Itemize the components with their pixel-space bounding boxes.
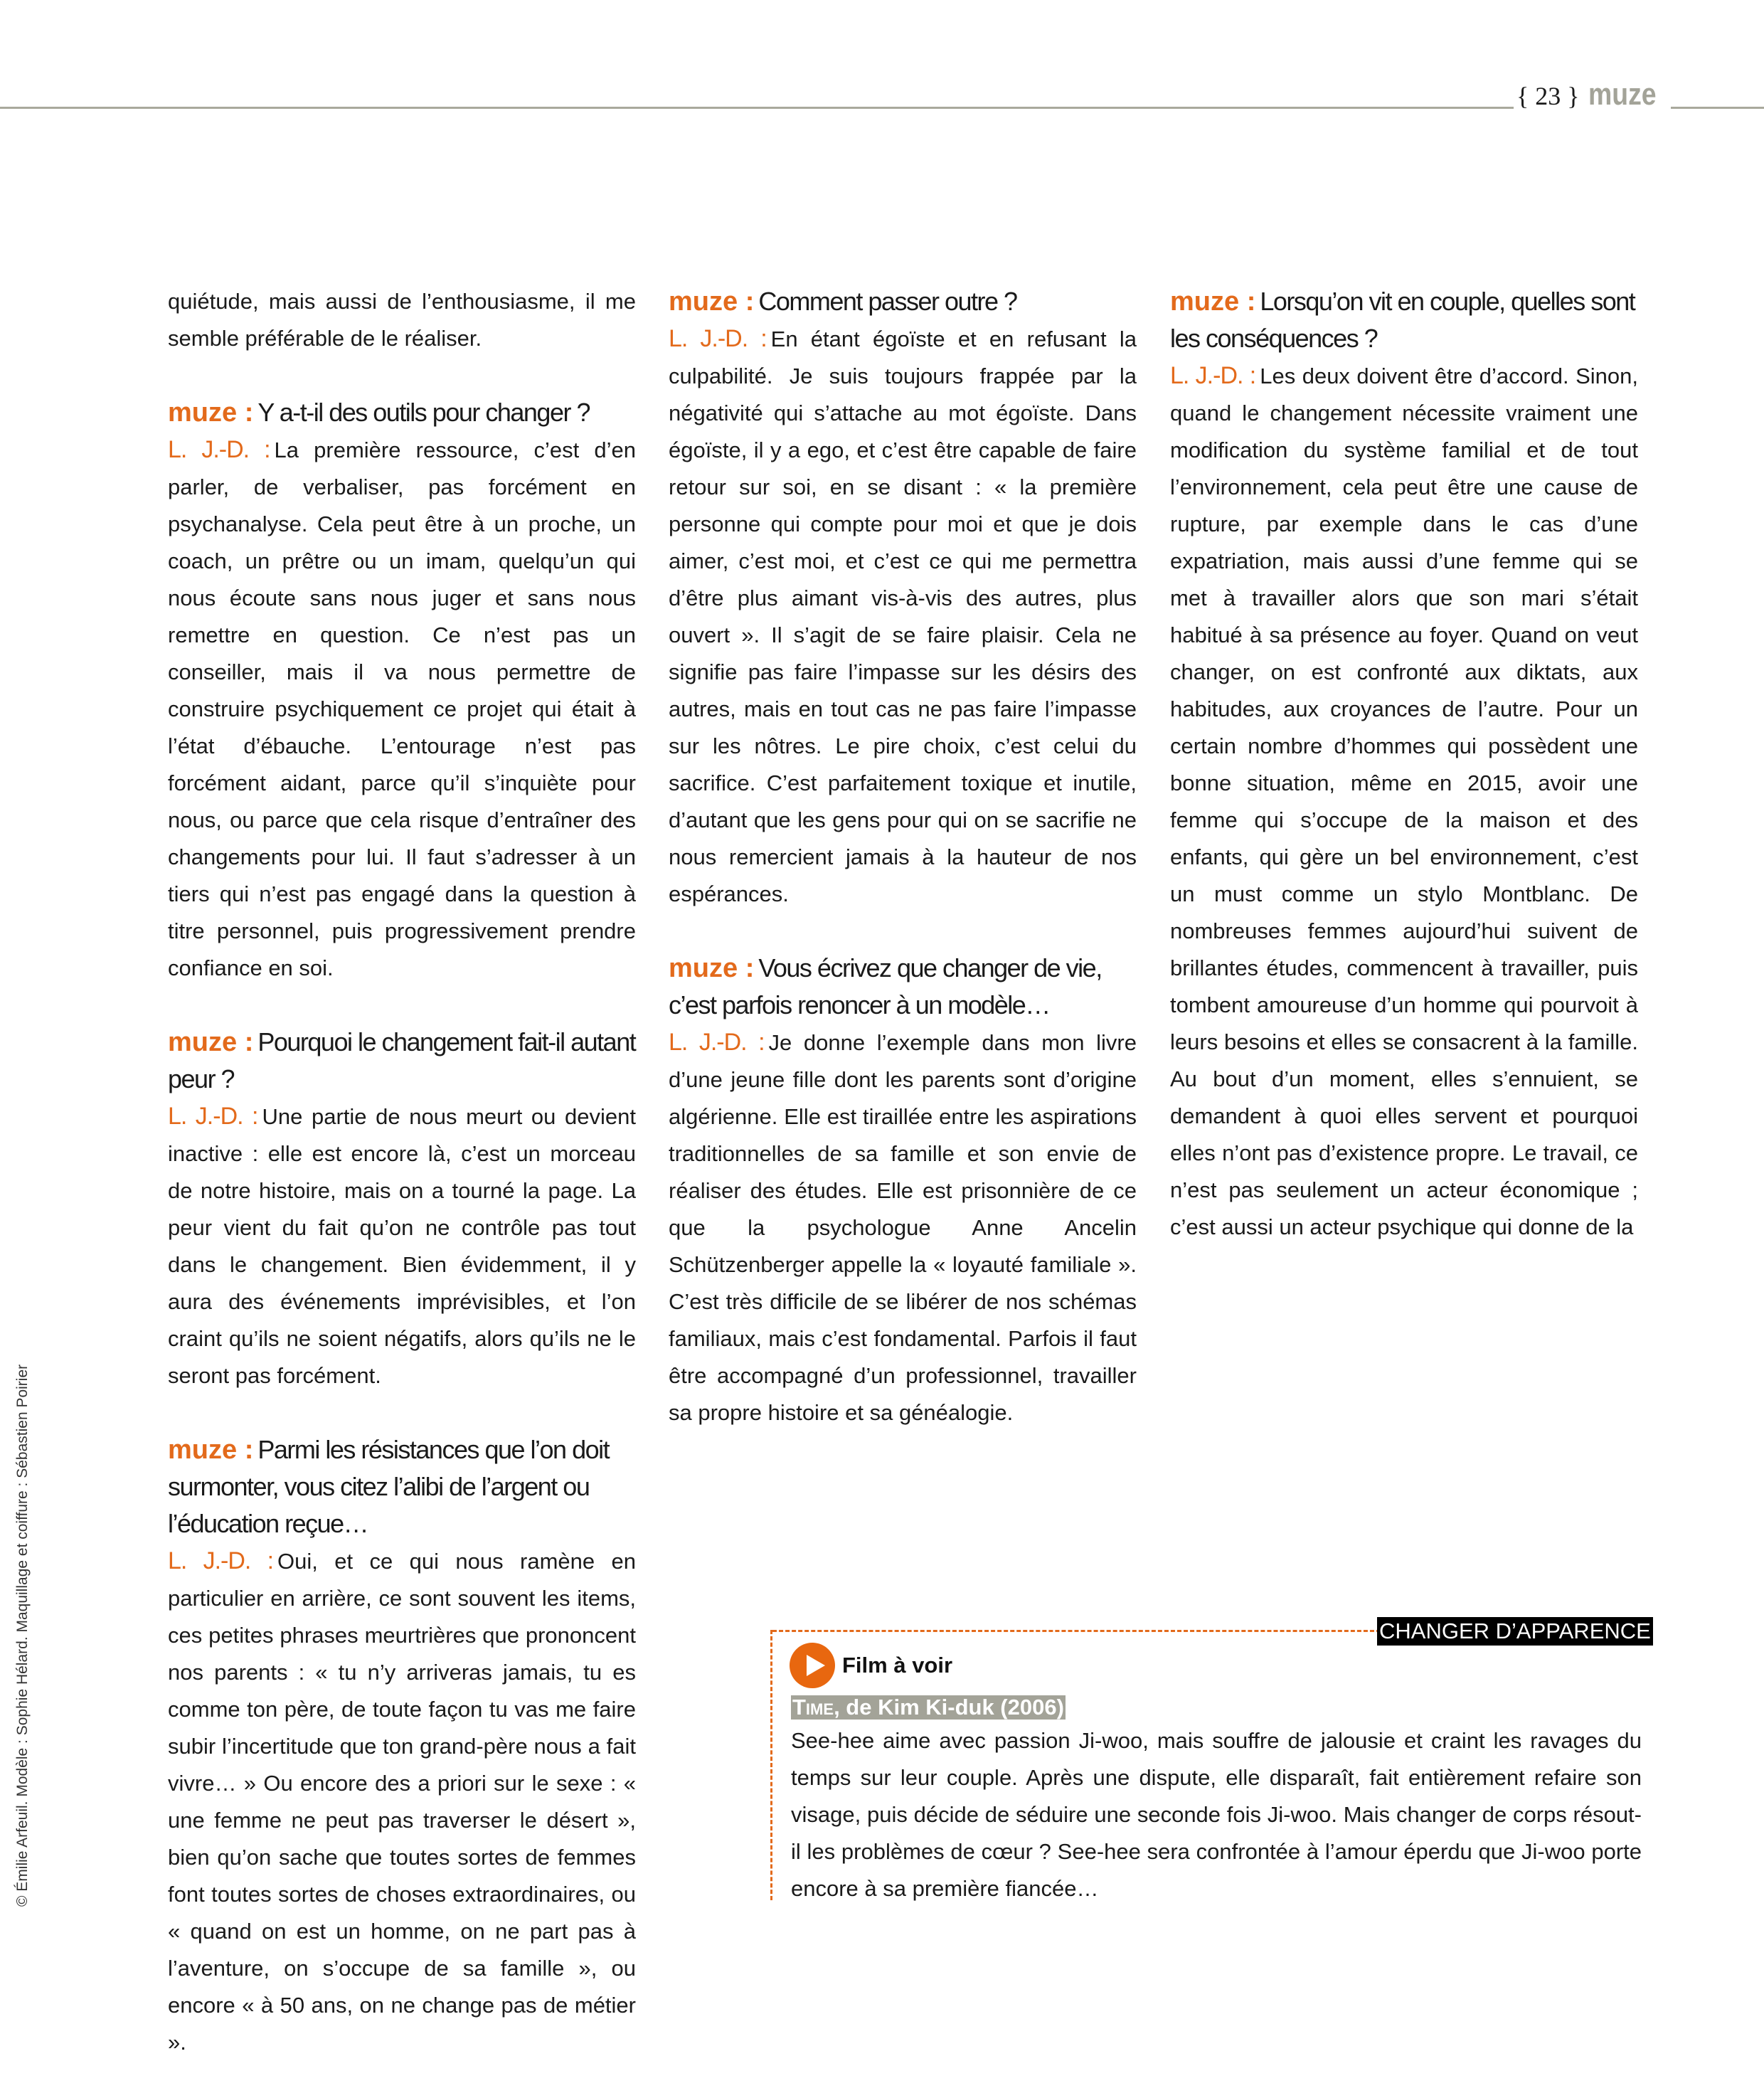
film-description: See-hee aime avec passion Ji-woo, mais souffre de jalousie et craint les ravages du temps sur leur couple. Après une dispute, elle disparaît, fait entièrement refaire son visage, puis décide de séduire une seconde fois Ji-woo. Mais changer de corps résout-il les problèmes de cœur ? See-hee sera confrontée à l’amour éperdu que Ji-woo porte encore à sa première fiancée… [791, 1728, 1642, 1901]
question [168, 394, 636, 431]
qa-block [669, 950, 1137, 1431]
question-text: Parmi les résistances que l’on doit surmonter, vous citez l’alibi de l’argent ou l’éducation reçue… [168, 1435, 610, 1538]
page-number: { 23 } [1516, 82, 1580, 110]
photo-credit: © Émilie Arfeuil. Modèle : Sophie Hélard. Maquillage et coiffure : Sébastien Poirier [14, 1364, 31, 1907]
question-text: Pourquoi le changement fait-il autant peur ? [168, 1027, 636, 1093]
question [669, 950, 1137, 1024]
answer [669, 1024, 1137, 1431]
intro-paragraph: quiétude, mais aussi de l’enthousiasme, il me semble préférable de le réaliser. [168, 289, 636, 351]
speaker-label: L. J.-D. : [168, 1547, 274, 1574]
film-name: Time [792, 1695, 834, 1720]
answer-text: Une partie de nous meurt ou devient inactive : elle est encore là, c’est un morceau de notre histoire, mais on a tourné la page. La peur vient du fait qu’on ne contrôle pas tout dans le changement. Bien évidemment, il y aura des événements imprévisibles, et l’on craint qu’ils ne soient négatifs, alors qu’ils ne le seront pas forcément. [168, 1104, 636, 1388]
speaker-label: L. J.-D. : [669, 325, 767, 352]
answer [669, 320, 1137, 913]
speaker-label: L. J.-D. : [168, 436, 270, 463]
column-3 [1170, 283, 1638, 1283]
interviewer-label: muze : [168, 398, 254, 428]
column-1 [168, 283, 636, 2098]
question [1170, 283, 1638, 357]
speaker-label: L. J.-D. : [1170, 362, 1256, 389]
film-credit: , de Kim Ki-duk (2006) [834, 1695, 1064, 1720]
film-sidebar [770, 1618, 1651, 1901]
qa-block [168, 394, 636, 987]
film-title [791, 1695, 1066, 1720]
interviewer-label: muze : [669, 953, 755, 983]
speaker-label: L. J.-D. : [669, 1029, 765, 1056]
speaker-label: L. J.-D. : [168, 1103, 258, 1130]
answer [1170, 357, 1638, 1246]
film-label: Film à voir [842, 1653, 953, 1678]
answer-text: En étant égoïste et en refusant la culpabilité. Je suis toujours frappée par la négativité qui s’attache au mot égoïste. Dans égoïste, il y a ego, et c’est être capable de faire retour sur soi, en se disant : « la première personne qui compte pour moi et que je dois aimer, c’est moi, et c’est ce qui me permettra d’être plus aimant vis-à-vis des autres, plus ouvert ». Il s’agit de se faire plaisir. Cela ne signifie pas faire l’impasse sur les désirs des autres, mais en tout cas ne pas faire l’impasse sur les nôtres. Le pire choix, c’est celui du sacrifice. C’est parfaitement toxique et inutile, d’autant que les gens pour qui on se sacrifie ne nous remercient jamais à la hauteur de nos espérances. [669, 327, 1137, 906]
qa-block [1170, 283, 1638, 1246]
question-text: Comment passer outre ? [758, 287, 1017, 316]
section-tag: CHANGER D’APPARENCE [1377, 1617, 1653, 1646]
qa-block [168, 1024, 636, 1394]
answer-text: La première ressource, c’est d’en parler, de verbaliser, pas forcément en psychanalyse. Cela peut être à un proche, un coach, un prêtre ou un imam, quelqu’un qui nous écoute sans nous juger et sans nous remettre en question. Ce n’est pas un conseiller, mais il va nous permettre de construire psychiquement ce projet qui était à l’état d’ébauche. L’entourage n’est pas forcément aidant, parce qu’il s’inquiète pour nous, ou parce que cela risque d’entraîner des changements pour lui. Il faut s’adresser à un tiers qui n’est pas engagé dans la question à titre personnel, puis progressivement prendre confiance en soi. [168, 438, 636, 980]
page-folio [1514, 77, 1671, 112]
question-text: Vous écrivez que changer de vie, c’est parfois renoncer à un modèle… [669, 953, 1102, 1019]
question-text: Lorsqu’on vit en couple, quelles sont les conséquences ? [1170, 287, 1635, 353]
column-2 [669, 283, 1137, 1468]
header-rule [0, 107, 1764, 109]
interviewer-label: muze : [168, 1435, 254, 1465]
question [168, 1431, 636, 1542]
interviewer-label: muze : [669, 287, 755, 317]
qa-block [168, 1431, 636, 2061]
answer [168, 1542, 636, 2061]
question-text: Y a-t-il des outils pour changer ? [257, 398, 590, 427]
question [669, 283, 1137, 320]
qa-block [669, 283, 1137, 913]
answer-text: Oui, et ce qui nous ramène en particulier en arrière, ce sont souvent les items, ces petites phrases meurtrières que prononcent nos parents : « tu n’y arriveras jamais, tu es comme ton père, de toute façon tu vas me faire subir l’incertitude que ton grand-père nous a fait vivre… » Ou encore des a priori sur le sexe : « une femme ne peut pas traverser le désert », bien qu’on sache que toutes sortes de femmes font toutes sortes de choses extraordinaires, ou « quand on est un homme, on ne part pas à l’aventure, on s’occupe de sa famille », ou encore « à 50 ans, on ne change pas de métier ». [168, 1549, 637, 2055]
dashed-rule [772, 1630, 1381, 1632]
film-heading [790, 1643, 952, 1688]
interviewer-label: muze : [168, 1027, 254, 1057]
answer-text: Les deux doivent être d’accord. Sinon, quand le changement nécessite vraiment une modification du système familial et de tout l’environnement, cela peut être une cause de rupture, par exemple dans le cas d’une expatriation, mais aussi d’une femme qui se met à travailler alors que son mari s’était habitué à sa présence au foyer. Quand on veut changer, on est confronté aux diktats, aux habitudes, aux croyances de l’autre. Pour un certain nombre d’hommes qui possèdent une bonne situation, même en 2015, avoir une femme qui s’occupe de la maison et des enfants, qui gère un bel environnement, c’est un must comme un stylo Montblanc. De nombreuses femmes aujourd’hui suivent de brillantes études, commencent à travailler, puis tombent amoureuse d’un homme qui pourvoit à leurs besoins et elles se consacrent à la famille. Au bout d’un moment, elles s’ennuient, se demandent à quoi elles servent et pourquoi elles n’ont pas d’existence propre. Le travail, ce n’est pas seulement un acteur économique ; c’est aussi un acteur psychique qui donne de la [1170, 364, 1638, 1239]
answer-text: Je donne l’exemple dans mon livre d’une jeune fille dont les parents sont d’origine algérienne. Elle est tiraillée entre les aspirations traditionnelles de sa famille et son envie de réaliser des études. Elle est prisonnière de ce que la psychologue Anne Ancelin Schützenberger appelle la « loyauté familiale ». C’est très difficile de se libérer de nos schémas familiaux, mais c’est fondamental. Parfois il faut être accompagné d’un professionnel, travailler sa propre histoire et sa généalogie. [669, 1030, 1137, 1425]
brand-logo: muze [1588, 77, 1657, 112]
play-icon [790, 1643, 835, 1688]
answer [168, 1098, 636, 1394]
interviewer-label: muze : [1170, 287, 1256, 317]
answer [168, 431, 636, 987]
question [168, 1024, 636, 1098]
